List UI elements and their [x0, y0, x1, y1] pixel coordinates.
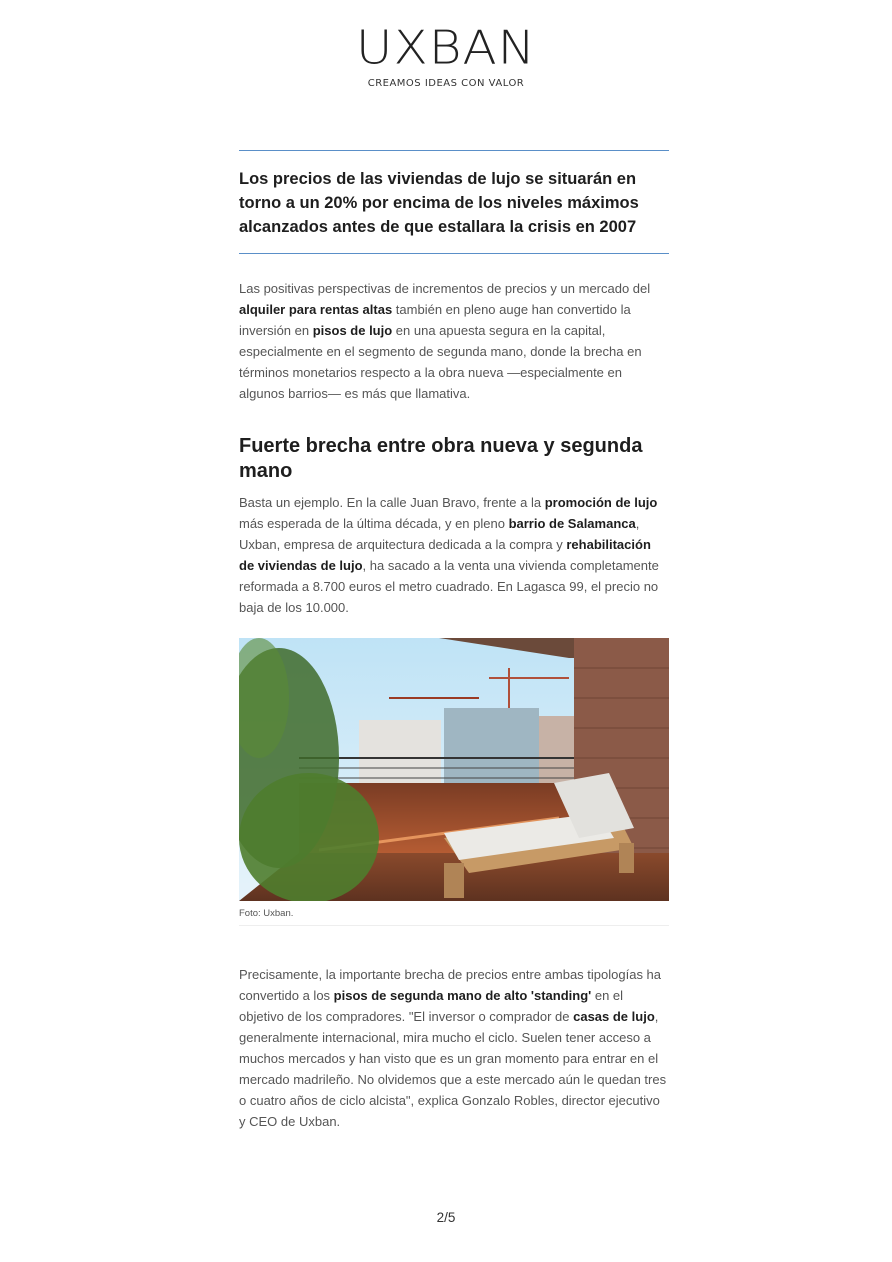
text-run: también en pleno auge han convertido la inversión en — [239, 302, 631, 338]
article — [239, 150, 669, 1132]
brand-logo — [0, 22, 892, 89]
lead-top-rule — [239, 150, 669, 151]
paragraph-intro — [239, 278, 669, 404]
text-run: Precisamente, la importante brecha de precios entre ambas tipologías ha convertido a los — [239, 967, 662, 1003]
bold-phrase: alquiler para rentas altas — [239, 302, 393, 317]
caption-divider — [239, 925, 669, 926]
bold-phrase: promoción de lujo — [544, 495, 658, 510]
bold-phrase: casas de lujo — [573, 1009, 655, 1024]
paragraph-example — [239, 492, 669, 618]
text-run: más esperada de la última década, y en pleno — [239, 516, 509, 531]
text-run: Las positivas perspectivas de incrementos de precios y un mercado del — [239, 281, 651, 296]
text-run: , generalmente internacional, mira mucho el ciclo. Suelen tener acceso a muchos mercados y han visto que es un gran momento para entrar en el mercado madrileño. No olvidemos que a este mercado aún le quedan tres o cuatro años de ciclo alcista", explica Gonzalo Robles, director ejecutivo y CEO de Uxban. — [239, 1009, 667, 1129]
lead-bottom-rule — [239, 253, 669, 254]
bold-phrase: rehabilitación de viviendas de lujo — [239, 537, 651, 573]
text-run: Basta un ejemplo. En la calle Juan Bravo, frente a la — [239, 495, 545, 510]
bold-phrase: pisos de segunda mano de alto 'standing' — [333, 988, 592, 1003]
page-indicator: 2/5 — [436, 1210, 456, 1225]
text-run: , ha sacado a la venta una vivienda completamente reformada a 8.700 euros el metro cuadrado. En Lagasca 99, el precio no baja de los 10.000. — [239, 558, 659, 615]
text-run: en el objetivo de los compradores. "El inversor o comprador de — [239, 988, 624, 1024]
photo-caption: Foto: Uxban. — [239, 908, 294, 919]
bold-phrase: pisos de lujo — [312, 323, 393, 338]
text-run: en una apuesta segura en la capital, especialmente en el segmento de segunda mano, donde la brecha en términos monetarios respecto a la obra nueva —especialmente en algunos barrios— es más que llamativa. — [239, 323, 642, 401]
section-heading: Fuerte brecha entre obra nueva y segunda mano — [239, 435, 643, 482]
article-lead: Los precios de las viviendas de lujo se situarán en torno a un 20% por encima de los niveles máximos alcanzados antes de que estallara la crisis en 2007 — [239, 170, 639, 236]
terrace-photo — [239, 638, 669, 901]
logo-tagline: CREAMOS IDEAS CON VALOR — [367, 78, 525, 89]
paragraph-quote — [239, 964, 669, 1132]
bold-phrase: barrio de Salamanca — [508, 516, 636, 531]
text-run: , Uxban, empresa de arquitectura dedicada a la compra y — [239, 516, 640, 552]
logo-wordmark: UXBAN — [355, 21, 537, 75]
